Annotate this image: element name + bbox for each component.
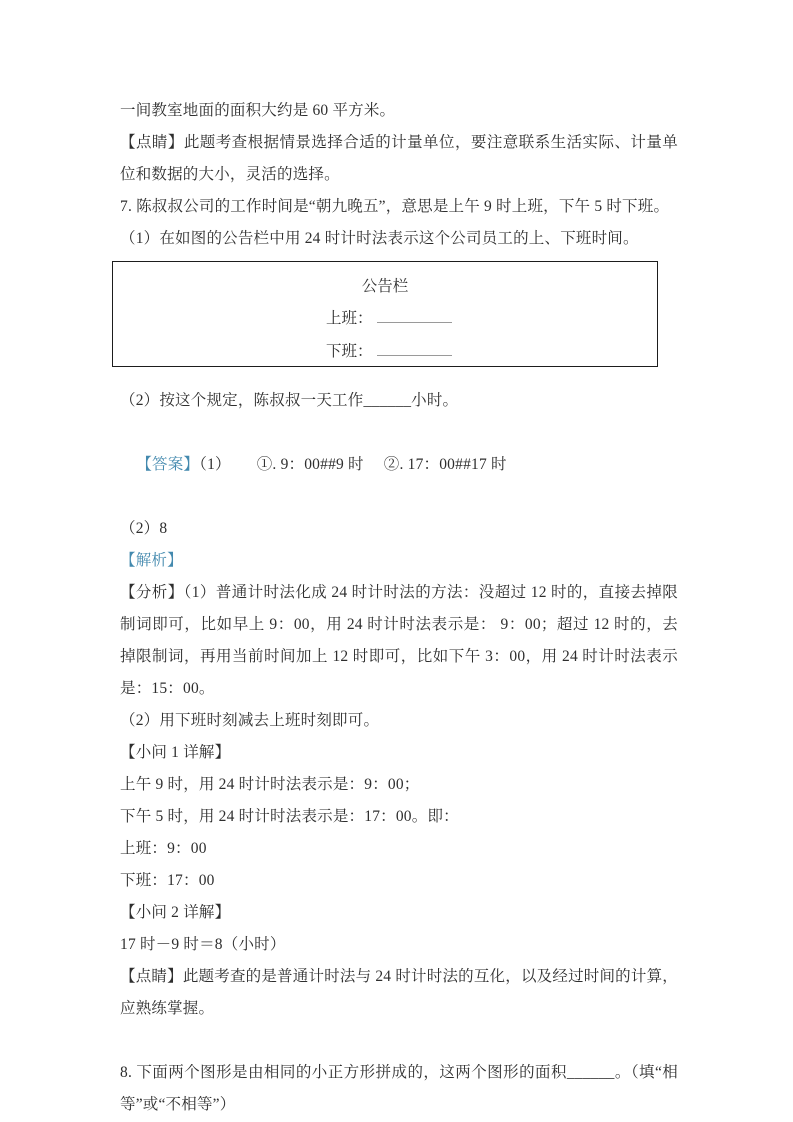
previous-answer-tail-line — [120, 95, 678, 127]
analysis-header-line — [120, 545, 678, 577]
answer-line — [120, 417, 678, 513]
notice-board — [112, 261, 658, 367]
detail1-label: 【小问 1 详解】 — [120, 744, 231, 761]
analysis-header-label: 【解析】 — [120, 552, 183, 569]
tip-label: 【点睛】 — [120, 134, 184, 151]
detail1-line4 — [120, 865, 678, 897]
answer-label: 【答案】 — [136, 456, 200, 473]
question8-stem — [120, 1057, 678, 1121]
answer-item2: ②. 17：00##17 时 — [383, 456, 507, 473]
analysis-part2-text: （2）用下班时刻减去上班时刻即可。 — [120, 712, 380, 729]
question7-tip-label: 【点睛】 — [120, 968, 183, 985]
answer-part1-no: （1） — [199, 456, 231, 473]
detail1-label-line — [120, 737, 678, 769]
detail1-line1-text: 上午 9 时，用 24 时计时法表示是：9：00； — [120, 776, 420, 793]
xiaban-blank-line — [377, 341, 452, 357]
detail1-line4-text: 下班：17：00 — [120, 872, 215, 889]
detail2-line1-text: 17 时－9 时＝8（小时） — [120, 936, 286, 953]
shangban-label: 上班： — [326, 310, 373, 327]
question7-tip-paragraph — [120, 961, 678, 1025]
detail1-line3 — [120, 833, 678, 865]
detail2-label-line — [120, 897, 678, 929]
tail-text: 一间教室地面的面积大约是 60 平方米。 — [120, 102, 396, 119]
answer-part2-text: （2）8 — [120, 520, 168, 537]
analysis-part2-line — [120, 705, 678, 737]
detail2-line1 — [120, 929, 678, 961]
answer-part2-line — [120, 513, 678, 545]
detail1-line3-text: 上班：9：00 — [120, 840, 207, 857]
question7-stem-text: 7. 陈叔叔公司的工作时间是“朝九晚五”，意思是上午 9 时上班，下午 5 时下班。 — [120, 198, 670, 215]
answer-item1: ①. 9：00##9 时 — [256, 456, 364, 473]
analysis-label: 【分析】 — [120, 584, 184, 601]
intro-tip-paragraph — [120, 127, 678, 191]
question7-stem — [120, 191, 678, 223]
detail1-line1 — [120, 769, 678, 801]
detail1-line2-text: 下午 5 时，用 24 时计时法表示是：17：00。即： — [120, 808, 459, 825]
shangban-blank-line — [377, 308, 452, 324]
question7-part2 — [120, 385, 678, 417]
analysis-paragraph — [120, 577, 678, 705]
notice-board-title: 公告栏 — [361, 278, 409, 295]
analysis-text: （1）普通计时法化成 24 时计时法的方法：没超过 12 时的，直接去掉限制词即可，比如早上 9：00，用 24 时计时法表示是： 9：00；超过 12 时的，去掉限制词，再用当前时间加上 12 时即可，比如下午 3：00，用 24 时计时法表示是：15：00。 — [120, 584, 678, 697]
tip-text: 此题考查根据情景选择合适的计量单位，要注意联系生活实际、计量单位和数据的大小，灵活的选择。 — [120, 134, 679, 183]
question7-part1 — [120, 223, 678, 255]
detail2-label: 【小问 2 详解】 — [120, 904, 231, 921]
question7-part1-text: （1）在如图的公告栏中用 24 时计时法表示这个公司员工的上、下班时间。 — [120, 230, 639, 247]
question7-tip-text: 此题考查的是普通计时法与 24 时计时法的互化，以及经过时间的计算，应熟练掌握。 — [120, 968, 678, 1017]
xiaban-label: 下班： — [326, 343, 373, 360]
notice-board-row-shangban — [113, 302, 657, 335]
question7-part2-text: （2）按这个规定，陈叔叔一天工作______小时。 — [120, 392, 459, 409]
detail1-line2 — [120, 801, 678, 833]
notice-board-row-xiaban — [113, 335, 657, 368]
question8-stem-text: 8. 下面两个图形是由相同的小正方形拼成的，这两个图形的面积______。（填“相等”或“不相等”） — [120, 1064, 678, 1113]
